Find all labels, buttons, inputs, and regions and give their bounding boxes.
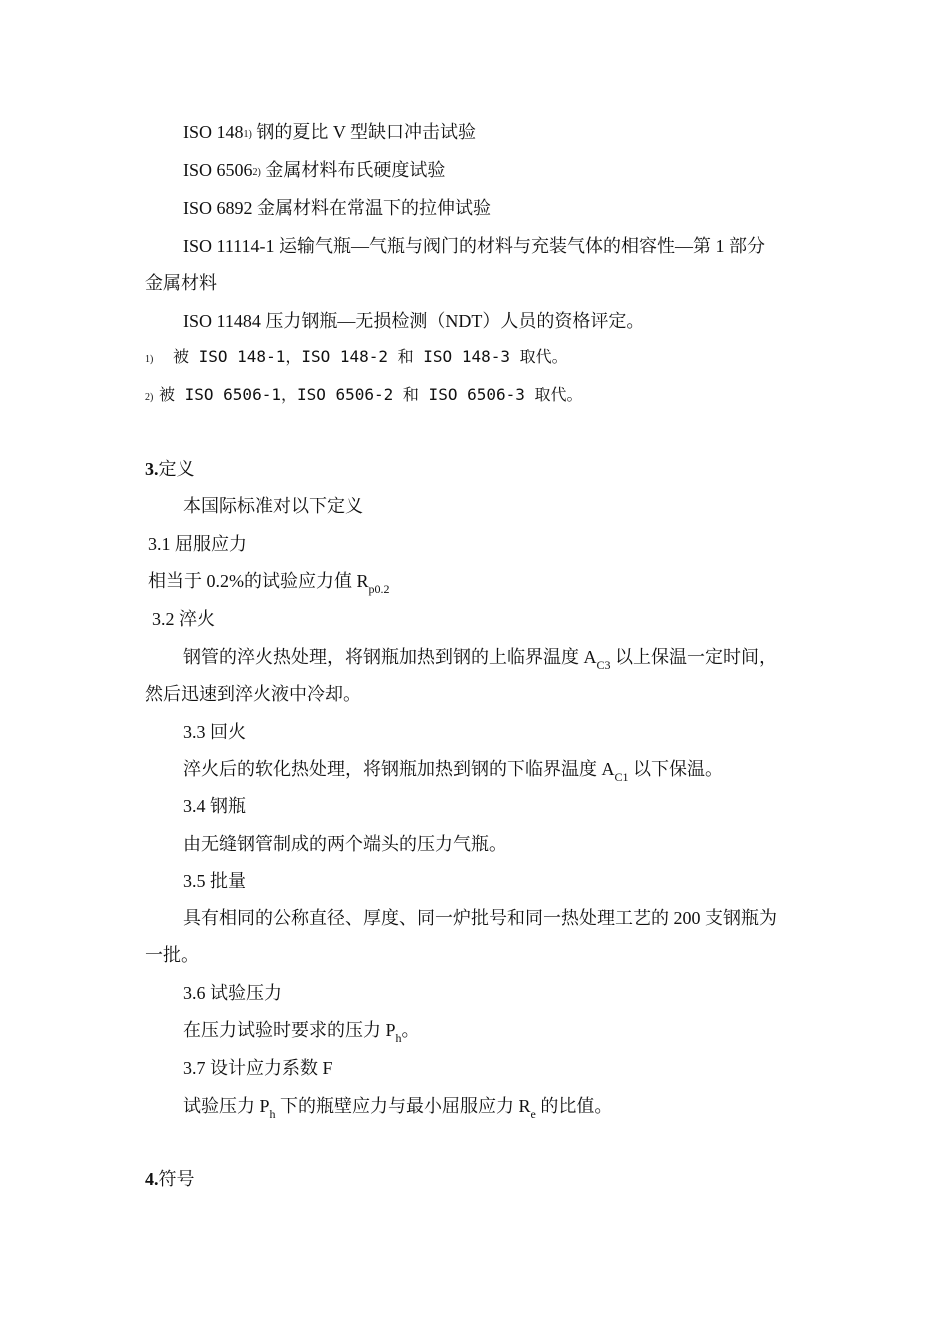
- footnote-marker: 1): [243, 129, 252, 140]
- definition-3-3-title: 3.3 回火: [183, 722, 246, 742]
- reference-title: 金属材料布氏硬度试验: [260, 160, 446, 180]
- definition-3-4-title: 3.4 钢瓶: [183, 796, 246, 816]
- reference-iso-11484: ISO 11484 压力钢瓶—无损检测（NDT）人员的资格评定。: [183, 311, 645, 331]
- footnote-text: 被 ISO 6506-1，ISO 6506-2 和 ISO 6506-3 取代。: [159, 385, 583, 404]
- reference-name: ISO 6506: [183, 160, 253, 180]
- reference-name: ISO 148: [183, 122, 244, 142]
- definition-3-2-text-line1: 钢管的淬火热处理，将钢瓶加热到钢的上临界温度 $A_{C3}$ 以上保温一定时间，: [183, 647, 778, 672]
- section-number: 3.: [145, 459, 159, 479]
- definition-3-5-title: 3.5 批量: [183, 871, 246, 891]
- definition-3-2-text-line2: 然后迅速到淬火液中冷却。: [145, 684, 361, 704]
- footnote-text: 被 ISO 148-1，ISO 148-2 和 ISO 148-3 取代。: [173, 347, 568, 366]
- definition-3-6-text: 在压力试验时要求的压力 $P_h$。: [183, 1020, 420, 1045]
- definition-3-2-title: 3.2 淬火: [152, 609, 215, 629]
- footnote-marker: 2): [145, 392, 154, 403]
- footnote-1: [145, 345, 568, 372]
- reference-title: 钢的夏比 V 型缺口冲击试验: [251, 122, 477, 142]
- definition-3-4-text: 由无缝钢管制成的两个端头的压力气瓶。: [183, 834, 507, 854]
- definition-3-1-title: 3.1 屈服应力: [148, 534, 247, 554]
- section-title: 定义: [158, 459, 195, 479]
- definition-3-3-text: 淬火后的软化热处理，将钢瓶加热到钢的下临界温度 $A_{C1}$ 以下保温。: [183, 759, 724, 784]
- reference-iso-11114-line2: 金属材料: [145, 273, 217, 293]
- footnote-marker: 2): [252, 167, 261, 178]
- section-title: 符号: [158, 1169, 195, 1189]
- reference-iso-6506: [183, 158, 445, 186]
- definition-3-5-text-line2: 一批。: [145, 945, 199, 965]
- reference-iso-6892: ISO 6892 金属材料在常温下的拉伸试验: [183, 198, 492, 218]
- section-3-intro: 本国际标准对以下定义: [183, 496, 363, 516]
- definition-3-6-title: 3.6 试验压力: [183, 983, 282, 1003]
- definition-3-1-text: 相当于 0.2%的试验应力值 $R_{p0.2}$: [148, 571, 390, 596]
- footnote-2: [145, 383, 583, 410]
- definition-3-7-text: 试验压力 $P_h$ 下的瓶壁应力与最小屈服应力 $R_e$ 的比值。: [183, 1096, 613, 1121]
- footnote-marker: 1): [145, 354, 154, 365]
- definition-3-5-text-line1: 具有相同的公称直径、厚度、同一炉批号和同一热处理工艺的 200 支钢瓶为: [183, 908, 777, 928]
- definition-3-7-title: 3.7 设计应力系数 F: [183, 1058, 333, 1078]
- reference-iso-11114-line1: ISO 11114-1 运输气瓶—气瓶与阀门的材料与充装气体的相容性—第 1 部分: [183, 236, 765, 256]
- section-3-heading: [145, 457, 195, 481]
- section-number: 4.: [145, 1169, 159, 1189]
- section-4-heading: [145, 1167, 195, 1191]
- reference-iso-148: [183, 120, 476, 148]
